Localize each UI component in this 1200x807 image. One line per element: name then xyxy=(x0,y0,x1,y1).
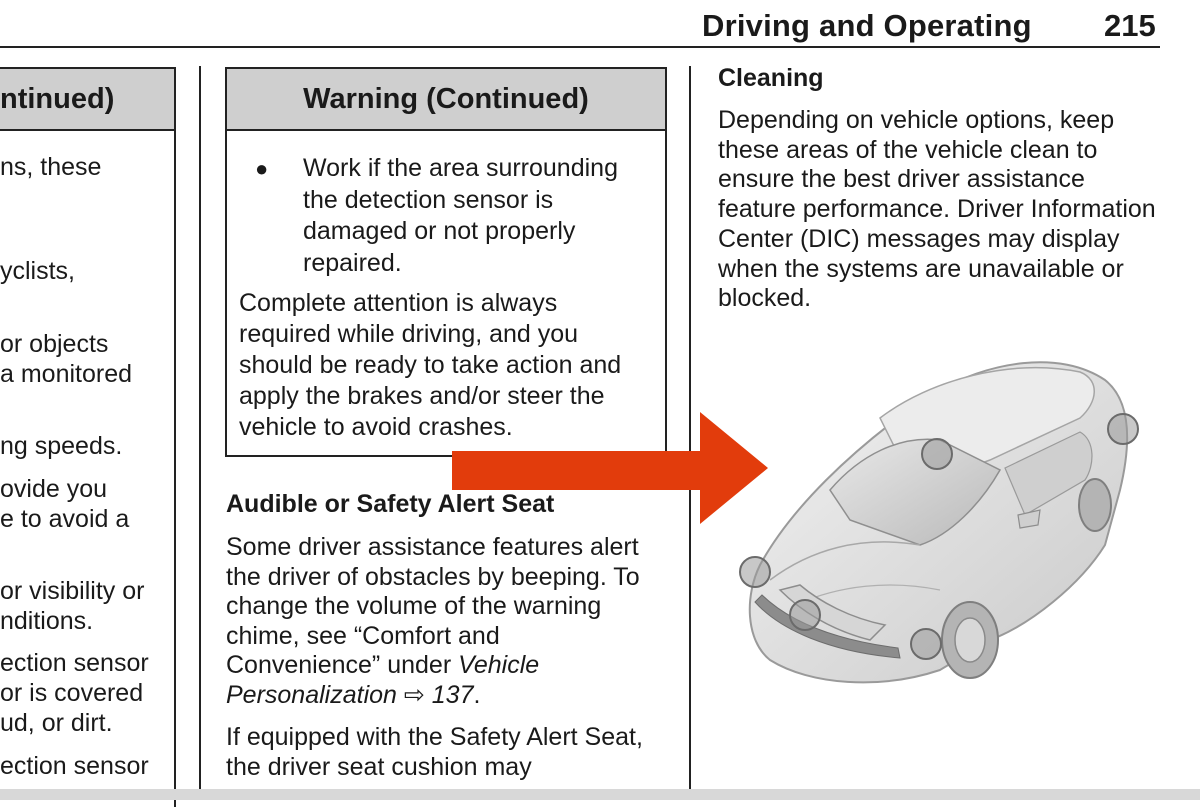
left-column-line: yclists, xyxy=(0,257,75,285)
audible-paragraph xyxy=(226,533,656,710)
page-ref: ⇨ 137 xyxy=(396,680,474,709)
warning-box xyxy=(225,67,667,457)
sensor-marker-grille xyxy=(790,600,820,630)
column-divider-left xyxy=(199,66,201,789)
header-rule xyxy=(0,46,1160,48)
page-number: 215 xyxy=(1104,8,1156,43)
left-column-line: ection sensor xyxy=(0,752,149,780)
left-column-line: a monitored xyxy=(0,360,133,388)
audible-paragraph-text: Some driver assistance features alert the driver of obstacles by beeping. To change the volume of the warning chime, see “Comfort and Convenience” under xyxy=(226,533,640,679)
bullet-icon: ● xyxy=(255,156,269,181)
safety-alert-paragraph: If equipped with the Safety Alert Seat, the driver seat cushion may xyxy=(226,723,643,781)
sensor-marker-windshield xyxy=(922,439,952,469)
left-box-title: ntinued) xyxy=(0,69,174,131)
cleaning-paragraph: Depending on vehicle options, keep these areas of the vehicle clean to ensure the best driver assistance feature performance. Driver Information Center (DIC) messages may display when the systems are unavailable or blocked. xyxy=(718,106,1156,313)
paragraph-end: . xyxy=(473,680,481,709)
left-column-line: ns, these xyxy=(0,153,102,181)
left-column-line: nditions. xyxy=(0,607,94,635)
warning-paragraph: Complete attention is always required while driving, and you should be ready to take action and apply the brakes and/or steer the vehicle to avoid crashes. xyxy=(239,289,622,441)
warning-bullet-text: Work if the area surrounding the detection sensor is damaged or not properly repaired. xyxy=(303,154,618,277)
section-title: Driving and Operating xyxy=(702,8,1032,43)
sensor-marker-rear xyxy=(1108,414,1138,444)
vehicle-illustration xyxy=(700,340,1160,710)
warning-box-title: Warning (Continued) xyxy=(227,69,665,131)
left-column-line: ng speeds. xyxy=(0,432,123,460)
cleaning-heading: Cleaning xyxy=(718,64,824,92)
left-column-line: or visibility or xyxy=(0,577,145,605)
section-heading-audible: Audible or Safety Alert Seat xyxy=(226,490,555,518)
left-column-line: or is covered xyxy=(0,679,144,707)
red-arrow-icon xyxy=(452,412,770,524)
left-column-line: ovide you xyxy=(0,475,108,503)
sensor-marker-front-left xyxy=(740,557,770,587)
sensor-marker-front-right xyxy=(911,629,941,659)
left-column-line: ud, or dirt. xyxy=(0,709,113,737)
left-column-line: or objects xyxy=(0,330,109,358)
vehicle-personalization-link[interactable]: Vehicle Personalization xyxy=(226,651,540,709)
left-column-line: ection sensor xyxy=(0,649,149,677)
left-column-line: e to avoid a xyxy=(0,505,130,533)
bottom-scroll-strip xyxy=(0,789,1200,800)
